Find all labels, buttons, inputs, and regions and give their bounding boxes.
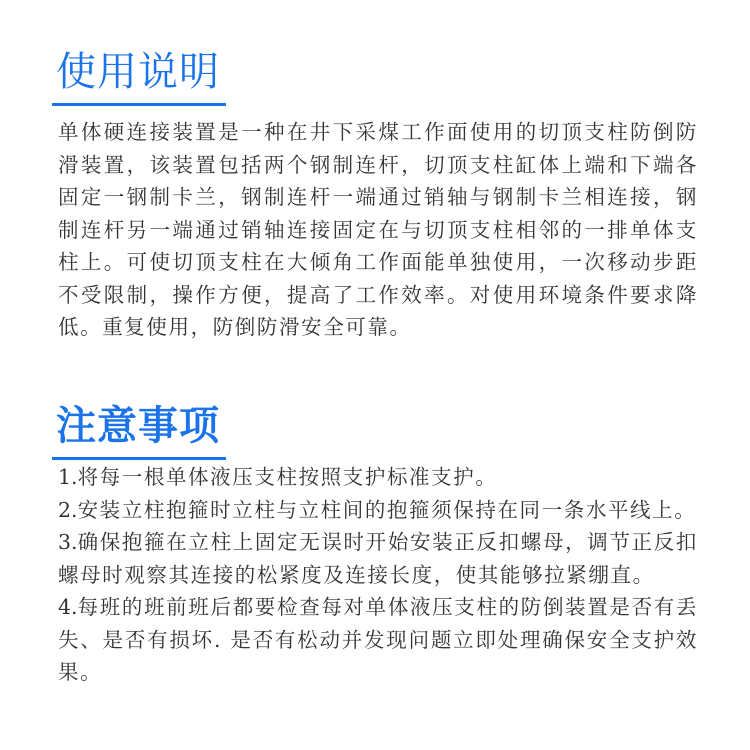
- notes-section-title: 注意事项: [52, 406, 226, 446]
- notes-list: [58, 461, 698, 689]
- list-item: [58, 591, 698, 689]
- list-item-text: 将每一根单体液压支柱按照支护标准支护。: [77, 465, 498, 489]
- list-item: [58, 494, 698, 527]
- list-item-number: 2.: [58, 497, 78, 522]
- list-item-number: 3.: [58, 530, 78, 554]
- usage-description: 单体硬连接装置是一种在井下采煤工作面使用的切顶支柱防倒防滑装置，该装置包括两个钢制连杆，切顶支柱缸体上端和下端各固定一钢制卡兰，钢制连杆一端通过销轴与钢制卡兰相连接，钢制连杆另一端通过销轴连接固定在与切顶支柱相邻的一排单体支柱上。可使切顶支柱在大倾角工作面能单独使用，一次移动步距不受限制，操作方便，提高了工作效率。对使用环境条件要求降低。重复使用，防倒防滑安全可靠。: [58, 120, 698, 339]
- list-item: [58, 526, 698, 591]
- list-item-text: 确保抱箍在立柱上固定无误时开始安装正反扣螺母，调节正反扣螺母时观察其连接的松紧度及连接长度，使其能够拉紧绷直。: [58, 530, 698, 587]
- usage-section-title: 使用说明: [52, 52, 226, 92]
- list-item-text: 每班的班前班后都要检查每对单体液压支柱的防倒装置是否有丢失、是否有损坏. 是否有松动并发现问题立即处理确保安全支护效果。: [58, 595, 698, 684]
- list-item-text: 安装立柱抱箍时立柱与立柱间的抱箍须保持在同一条水平线上。: [77, 497, 697, 522]
- list-item-number: 1.: [58, 465, 78, 489]
- list-item: [58, 461, 698, 494]
- list-item-number: 4.: [58, 595, 78, 619]
